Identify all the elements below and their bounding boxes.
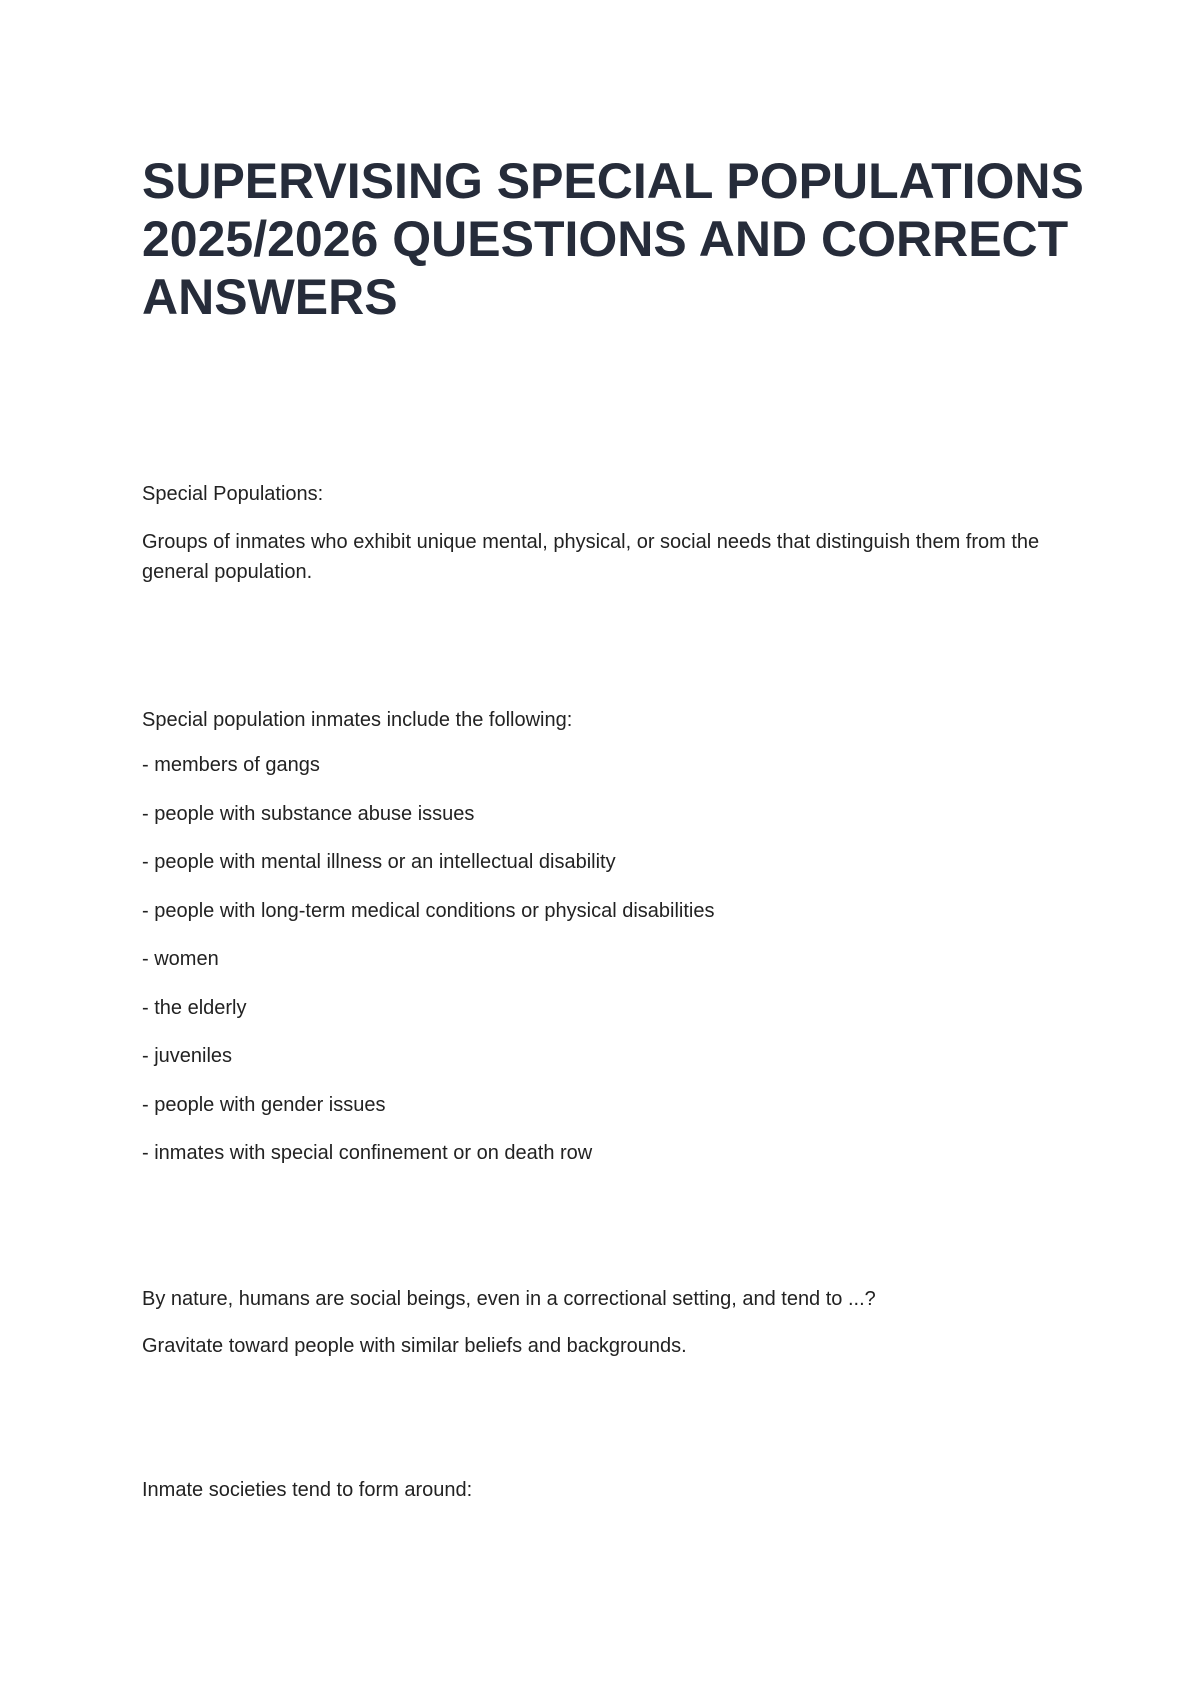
question-inmate-societies: Inmate societies tend to form around: [142,1479,473,1501]
list-item: - members of gangs [142,754,320,776]
answer-social-beings: Gravitate toward people with similar beliefs and backgrounds. [142,1335,687,1357]
document-title: SUPERVISING SPECIAL POPULATIONS 2025/2026 QUESTIONS AND CORRECT ANSWERS [142,153,1084,325]
list-item: - women [142,948,219,970]
question-special-population-list: Special population inmates include the following: [142,709,573,731]
question-special-populations: Special Populations: [142,483,324,505]
list-item: - juveniles [142,1045,233,1067]
list-item: - people with mental illness or an intellectual disability [142,851,616,873]
list-item: - people with long-term medical conditions or physical disabilities [142,899,715,922]
special-population-list [142,750,715,1187]
question-social-beings: By nature, humans are social beings, even in a correctional setting, and tend to ...? [142,1288,876,1310]
list-item: - the elderly [142,996,247,1019]
list-item: - inmates with special confinement or on death row [142,1142,593,1164]
list-item: - people with gender issues [142,1093,386,1116]
list-item: - people with substance abuse issues [142,802,475,825]
answer-special-populations: Groups of inmates who exhibit unique mental, physical, or social needs that distinguish them from the general population. [142,531,1040,583]
